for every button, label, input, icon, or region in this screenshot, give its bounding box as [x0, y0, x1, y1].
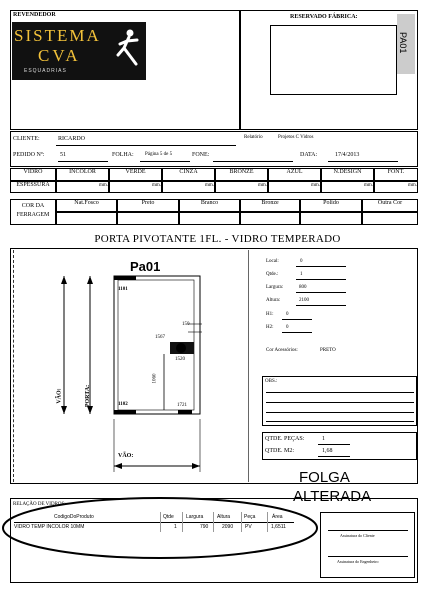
h1-underline [282, 319, 312, 320]
glass-col-label: CINZA [179, 169, 198, 175]
rel-header-codigo: CodigoDoProduto [54, 514, 94, 520]
h2-underline [282, 332, 312, 333]
hw-val-preto [117, 212, 179, 225]
espessura-font [374, 181, 418, 193]
glass-col-incolor [56, 168, 109, 181]
glass-col-label: N.DESIGN [333, 169, 362, 175]
glass-col-ndesign [321, 168, 374, 181]
reservado-label: RESERVADO FÁBRICA: [290, 14, 358, 20]
pedido-value: 51 [60, 152, 66, 158]
bottom-pivot-bar [114, 410, 136, 414]
rel-header-largura: Largura [186, 514, 204, 520]
cliente-label: CLIENTE: [13, 136, 40, 142]
data-label: DATA: [300, 152, 318, 158]
rel-row-codigo: VIDRO TEMP INCOLOR 10MM [14, 524, 85, 530]
data-value: 17/4/2013 [335, 152, 360, 158]
hw-col-bronze [240, 199, 300, 212]
drawing-divider [248, 250, 249, 482]
obs-label: OBS.: [265, 379, 278, 384]
hw-val-natfosco [56, 212, 117, 225]
glass-col-cinza [162, 168, 215, 181]
h2-value: 0 [286, 325, 289, 330]
fone-label: FONE: [192, 152, 210, 158]
code-1102: 1102 [118, 402, 128, 407]
altura-underline [296, 305, 346, 306]
relacao-label: RELAÇÃO DE VIDROS: [13, 502, 66, 507]
largura-underline [296, 292, 346, 293]
code-1101: 1101 [118, 287, 128, 292]
altura-value: 2100 [299, 298, 309, 303]
rel-header-qtde: Qtde [163, 514, 174, 520]
hw-col-label: Polido [323, 200, 339, 206]
espessura-verde [109, 181, 162, 193]
code-1567: 1567 [155, 335, 165, 340]
glass-col-label: AZUL [286, 169, 303, 175]
altura-label: Altura: [266, 298, 281, 303]
signature-label-cliente: Assinatura do Cliente [340, 533, 375, 538]
rel-row-qtde: 1 [174, 524, 177, 530]
rel-row-peca: PV [245, 524, 252, 530]
obs-box [262, 376, 417, 426]
vao-horizontal-label: VÃO: [118, 453, 134, 459]
espessura-cinza [162, 181, 215, 193]
qtde-pecas-label: QTDE. PEÇAS: [265, 436, 305, 442]
rel-header-area: Área [272, 514, 283, 520]
cliente-underline [56, 145, 236, 146]
bottom-pivot-bar-right [178, 410, 192, 414]
hw-col-label: Preto [141, 200, 155, 206]
h2-label: H2: [266, 325, 274, 330]
rel-row-altura: 2090 [222, 524, 234, 530]
lock-knob [176, 343, 186, 353]
logo-tagline: ESQUADRIAS [24, 68, 67, 74]
top-pivot-bar [114, 276, 136, 280]
hw-col-label: Branco [200, 200, 219, 206]
espessura-label-cell [10, 181, 56, 193]
code-1721: 1721 [177, 403, 187, 408]
highlight-ellipse [0, 494, 325, 566]
hw-col-label: Nat.Fosco [74, 200, 99, 206]
unit-mm: mm. [204, 183, 214, 188]
company-logo [12, 22, 146, 80]
local-underline [296, 266, 346, 267]
folha-underline [140, 161, 190, 162]
qtde-value: 1 [300, 272, 303, 277]
h1-label: H1: [266, 312, 274, 317]
signature-line-cliente [328, 530, 408, 531]
cor-ferragem-label-2: FERRAGEM [16, 212, 50, 218]
local-label: Local: [266, 259, 279, 264]
qtde-m2-value: 1,68 [322, 448, 333, 454]
unit-mm: mm. [257, 183, 267, 188]
reservado-inner-box [270, 25, 397, 95]
code-1520: 1520 [175, 357, 185, 362]
glass-col-label: FONT. [387, 169, 405, 175]
qtde-m2-underline [318, 456, 350, 457]
glass-col-verde [109, 168, 162, 181]
obs-line-3 [266, 412, 414, 413]
pedido-underline [58, 161, 108, 162]
data-underline [328, 161, 398, 162]
qtde-m2-label: QTDE. M2: [265, 448, 294, 454]
signature-label-engenheiro: Assinatura do Engenheiro [337, 559, 379, 564]
espessura-ndesign [321, 181, 374, 193]
unit-mm: mm. [98, 183, 108, 188]
unit-mm: mm. [407, 183, 417, 188]
page-title: PORTA PIVOTANTE 1FL. - VIDRO TEMPERADO [94, 233, 341, 245]
hw-val-branco [179, 212, 240, 225]
vidro-label: VIDRO [23, 169, 43, 175]
local-value: 0 [300, 259, 303, 264]
door-drawing [28, 254, 244, 480]
hw-val-polido [300, 212, 362, 225]
unit-mm: mm. [363, 183, 373, 188]
glass-col-label: BRONZE [229, 169, 254, 175]
glass-col-label: VERDE [125, 169, 146, 175]
espessura-incolor [56, 181, 109, 193]
rel-header-altura: Altura [217, 514, 231, 520]
annotation-folga: FOLGA [299, 469, 350, 486]
glass-col-font [374, 168, 418, 181]
unit-mm: mm. [310, 183, 320, 188]
hw-col-label: Bronze [261, 200, 279, 206]
glass-col-bronze [215, 168, 268, 181]
vidro-label-cell [10, 168, 56, 181]
cor-ferragem-label-1: COR DA [21, 203, 45, 209]
hw-col-outracor [362, 199, 418, 212]
drawing-frame-dashed-left [13, 250, 14, 482]
hw-col-label: Outra Cor [377, 200, 403, 206]
piece-code: Pa01 [130, 259, 161, 274]
qtde-underline [296, 279, 346, 280]
hw-val-outracor [362, 212, 418, 225]
h1-value: 0 [286, 312, 289, 317]
hw-col-polido [300, 199, 362, 212]
porta-vertical-label: PORTA: [85, 384, 92, 408]
relatorio-value: Projetos C Vidros [278, 135, 314, 140]
logo-figure-icon [110, 28, 144, 68]
obs-line-4 [266, 421, 414, 422]
qtde-label: Qtde.: [266, 272, 279, 277]
espessura-bronze [215, 181, 268, 193]
side-code: PA01 [398, 32, 408, 54]
qtde-pecas-underline [318, 444, 350, 445]
hw-col-natfosco [56, 199, 117, 212]
dim-1060: 1060 [152, 373, 158, 384]
hw-val-bronze [240, 212, 300, 225]
fone-underline [213, 161, 293, 162]
logo-text-sistema: SISTEMA [14, 26, 101, 45]
obs-line-2 [266, 402, 414, 403]
folha-label: FOLHA: [112, 152, 134, 158]
largura-label: Largura: [266, 285, 284, 290]
signature-box [320, 512, 415, 578]
dim-150: 150 [182, 322, 190, 327]
espessura-label: ESPESSURA [16, 182, 50, 188]
cliente-value: RICARDO [58, 136, 86, 142]
signature-line-engenheiro [328, 556, 408, 557]
obs-line-1 [266, 392, 414, 393]
glass-col-azul [268, 168, 321, 181]
revendedor-label: REVENDEDOR [13, 12, 56, 18]
logo-text-cva: CVA [38, 46, 81, 65]
glass-col-label: INCOLOR [69, 169, 96, 175]
cor-acessorios-label: Cor Acessórios: [266, 348, 298, 353]
pedido-label: PEDIDO Nº: [13, 152, 45, 158]
rel-header-peca: Peça [244, 514, 256, 520]
espessura-azul [268, 181, 321, 193]
hw-col-preto [117, 199, 179, 212]
cor-ferragem-label-cell [10, 199, 56, 225]
vao-vertical-label: VÃO: [56, 388, 63, 404]
hw-col-branco [179, 199, 240, 212]
folha-value: Página 5 de 5 [145, 152, 173, 157]
largura-value: 800 [299, 285, 307, 290]
relatorio-label: Relatório [244, 135, 263, 140]
annotation-alterada: ALTERADA [293, 488, 372, 505]
cor-acessorios-value: PRETO [320, 348, 336, 353]
qtde-pecas-value: 1 [322, 436, 325, 442]
rel-row-largura: 790 [200, 524, 209, 530]
rel-row-area: 1,6511 [271, 524, 286, 530]
unit-mm: mm. [151, 183, 161, 188]
